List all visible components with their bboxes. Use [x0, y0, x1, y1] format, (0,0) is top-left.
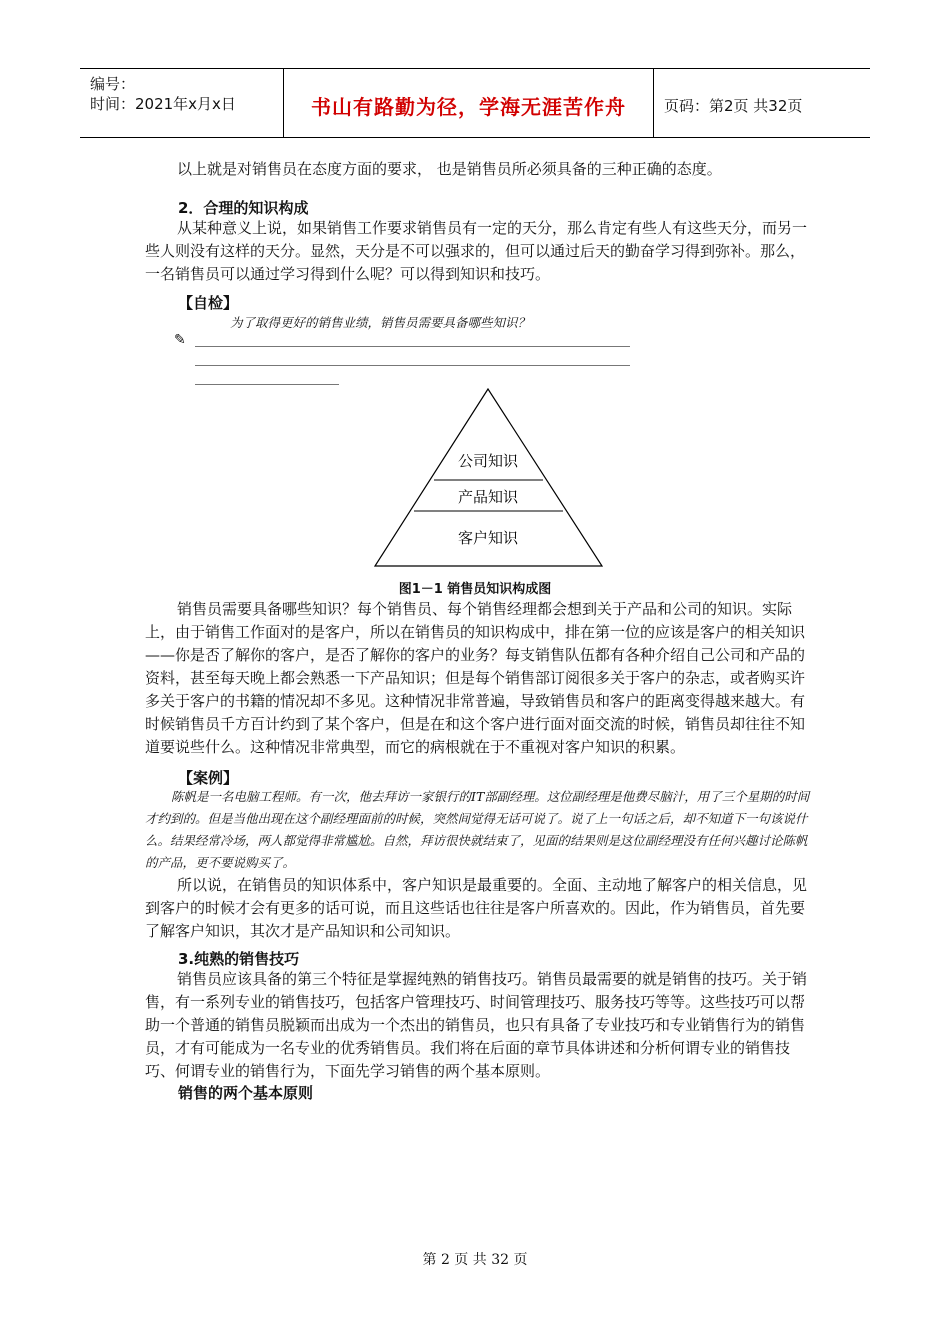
figure-caption: 图1－1 销售员知识构成图 [398, 582, 552, 597]
self-check-question: 为了取得更好的销售业绩，销售员需要具备哪些知识？ [230, 315, 531, 330]
heading-principles: 销售的两个基本原则 [178, 1084, 314, 1102]
header-right-cell [654, 69, 870, 137]
heading-knowledge: 2．合理的知识构成 [178, 199, 309, 217]
paragraph-skills: 销售员应该具备的第三个特征是掌握纯熟的销售技巧。销售员最需要的就是销售的技巧。关于销售，有一系列专业的销售技巧，包括客户管理技巧、时间管理技巧、服务技巧等等。这些技巧可以帮助一个普通的销售员脱颖而出成为一个杰出的销售员，也只有具备了专业技巧和专业销售行为的销售员，才有可能成为一名专业的优秀销售员。我们将在后面的章节具体讲述和分析何谓专业的销售技巧、何谓专业的销售行为，下面先学习销售的两个基本原则。 [145, 970, 808, 1080]
header-page-info: 页码：第2页 共32页 [664, 97, 803, 115]
self-check-label: 【自检】 [178, 294, 239, 312]
paragraph-attitude: 以上就是对销售员在态度方面的要求， 也是销售员所必须具备的三种正确的态度。 [177, 160, 722, 178]
number-label: 编号： [90, 75, 136, 93]
heading-skills: 3.纯熟的销售技巧 [178, 950, 300, 968]
case-label: 【案例】 [178, 769, 239, 787]
pencil-icon: ✎ [174, 332, 186, 348]
paragraph-customer-knowledge: 销售员需要具备哪些知识？每个销售员、每个销售经理都会想到关于产品和公司的知识。实际上，由于销售工作面对的是客户，所以在销售员的知识构成中，排在第一位的应该是客户的相关知识——你是否了解你的客户，是否了解你的客户的业务？每支销售队伍都有各种介绍自己公司和产品的资料，甚至每天晚上都会熟悉一下产品知识；但是每个销售部订阅很多关于客户的杂志，或者购买许多关于客户的书籍的情况却不多见。这种情况非常普遍，导致销售员和客户的距离变得越来越大。有时候销售员千方百计约到了某个客户，但是在和这个客户进行面对面交流的时候，销售员却往往不知道要说些什么。这种情况非常典型，而它的病根就在于不重视对客户知识的积累。 [145, 600, 806, 756]
page-footer: 第 2 页 共 32 页 [422, 1252, 528, 1268]
pyramid-top-label: 公司知识 [457, 452, 519, 470]
time-label: 时间：2021年x月x日 [90, 95, 236, 113]
header-motto: 书山有路勤为径，学海无涯苦作舟 [311, 95, 626, 119]
pyramid-bottom-label: 客户知识 [457, 529, 519, 547]
page-header [80, 68, 870, 138]
paragraph-conclusion: 所以说，在销售员的知识体系中，客户知识是最重要的。全面、主动地了解客户的相关信息，见到客户的时候才会有更多的话可说，而且这些话也往往是客户所喜欢的。因此，作为销售员，首先要了解客户知识，其次才是产品知识和公司知识。 [145, 876, 808, 940]
answer-line-1 [195, 346, 630, 347]
answer-line-2 [195, 365, 630, 366]
header-center-cell [284, 69, 654, 137]
answer-line-3 [195, 384, 339, 385]
case-text: 陈帆是一名电脑工程师。有一次，他去拜访一家银行的IT部副经理。这位副经理是他费尽脑汁，用了三个星期的时间才约到的。但是当他出现在这个副经理面前的时候，突然间觉得无话可说了。说了上一句话之后，却不知道下一句该说什么。结果经常冷场，两人都觉得非常尴尬。自然，拜访很快就结束了，见面的结果则是这位副经理没有任何兴趣讨论陈帆的产品，更不要说购买了。 [145, 789, 810, 870]
header-left-cell [80, 69, 284, 137]
paragraph-knowledge-intro: 从某种意义上说，如果销售工作要求销售员有一定的天分，那么肯定有些人有这些天分，而另一些人则没有这样的天分。显然，天分是不可以强求的，但可以通过后天的勤奋学习得到弥补。那么，一名销售员可以通过学习得到什么呢？可以得到知识和技巧。 [145, 219, 808, 283]
pyramid-middle-label: 产品知识 [457, 488, 519, 506]
knowledge-pyramid [370, 386, 610, 568]
